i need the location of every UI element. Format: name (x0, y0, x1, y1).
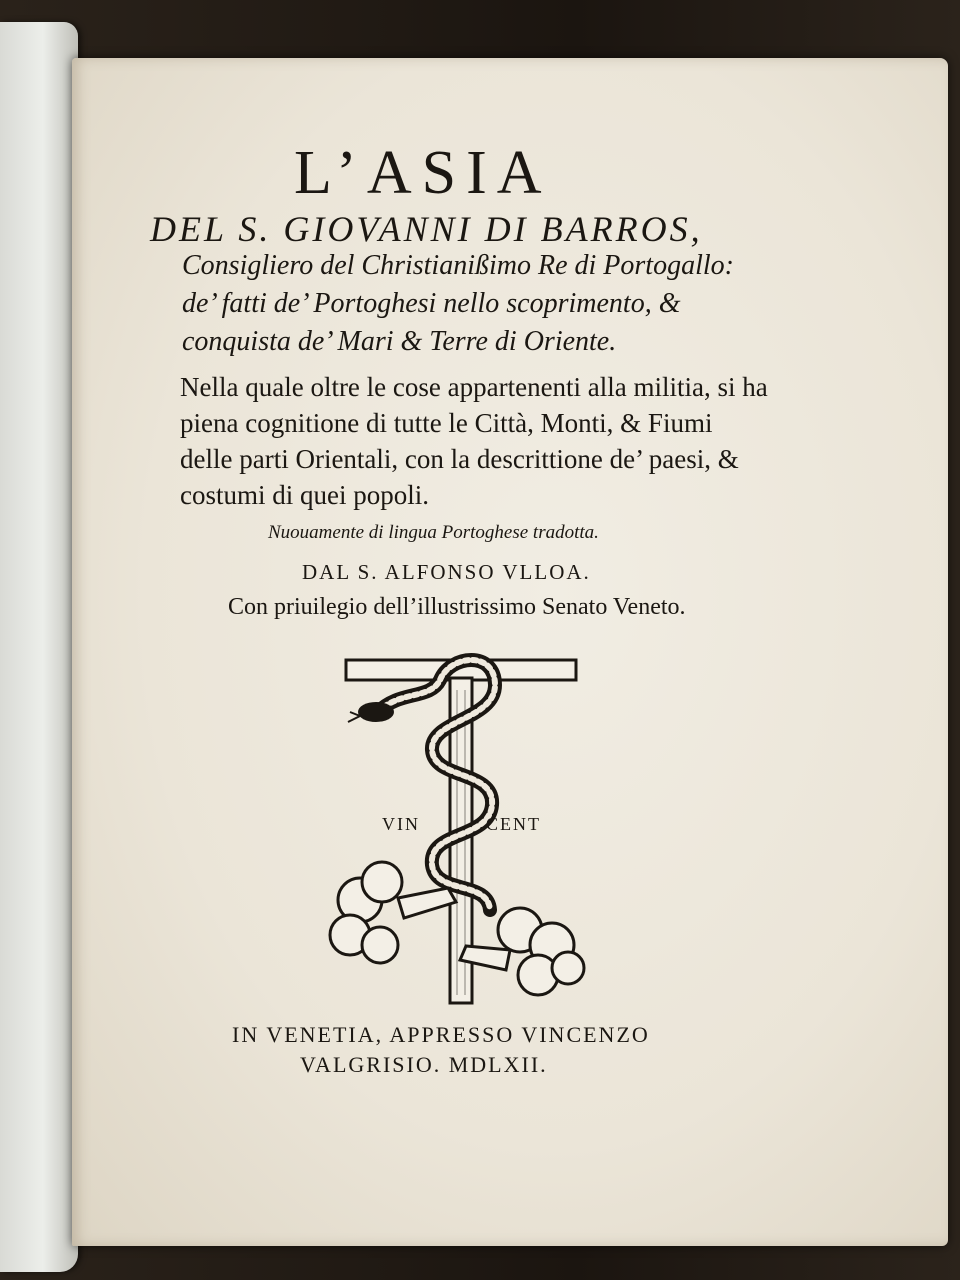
motto-left: VIN (382, 814, 420, 834)
privilege-line: Con priuilegio dell’illustrissimo Senato Veneto. (228, 594, 686, 620)
motto-right: CENT (486, 814, 541, 834)
right-cloud-hand-icon (460, 908, 584, 995)
description-line-3: delle parti Orientali, con la descrittione de’ paesi, & (180, 444, 739, 474)
dedication-line-2: de’ fatti de’ Portoghesi nello scoprimento, & (182, 288, 681, 319)
description-line-2: piena cognitione di tutte le Città, Monti, & Fiumi (180, 408, 713, 438)
printers-device-emblem (320, 650, 600, 1020)
serpent-head-icon (358, 702, 394, 722)
description-line-4: costumi di quei popoli. (180, 480, 429, 510)
imprint-line-1: IN VENETIA, APPRESSO VINCENZO (232, 1022, 650, 1047)
book-title: L’ASIA (294, 139, 552, 207)
dedication-line-1: Consigliero del Christianißimo Re di Portogallo: (182, 250, 734, 281)
imprint-line-2: VALGRISIO. MDLXII. (300, 1052, 548, 1077)
author-line: DEL S. GIOVANNI DI BARROS, (150, 209, 703, 249)
dedication-line-3: conquista de’ Mari & Terre di Oriente. (182, 326, 617, 357)
translation-note: Nuouamente di lingua Portoghese tradotta. (268, 522, 599, 543)
description-line-1: Nella quale oltre le cose appartenenti alla militia, si ha (180, 372, 768, 402)
previous-page-edge (0, 22, 78, 1272)
translator-line: DAL S. ALFONSO VLLOA. (302, 560, 591, 584)
